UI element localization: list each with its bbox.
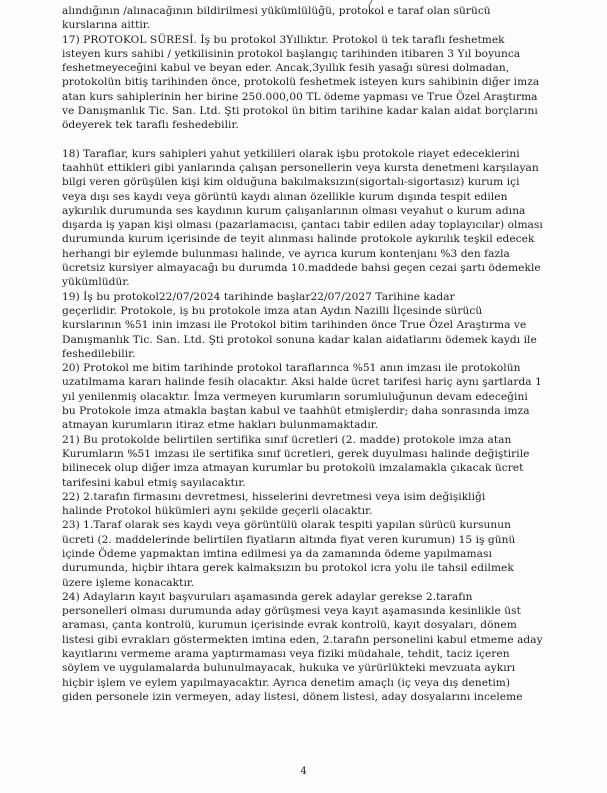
text-line: atmayan kurumların itiraz etme hakları bulunmamaktadır. <box>62 419 379 432</box>
text-line: söylem ve uygulamalarda bulunulmayacak, hukuka ve yürürlükteki mevzuata aykırı <box>62 662 516 675</box>
text-line: taahhüt ettikleri gibi yanlarında çalışan personellerin veya kursta denetmeni karşılayan <box>62 161 539 174</box>
text-line: üzere işleme konacaktır. <box>62 576 195 589</box>
text-line: tarifesini kabul etmiş sayılacaktır. <box>62 476 246 489</box>
text-line: giden personele izin vermeyen, aday listesi, dönem listesi, aday dosyalarını inceleme <box>62 690 523 703</box>
text-line: 17) PROTOKOL SÜRESİ. İş bu protokol 3Yıllıktır. Protokol ü tek taraflı feshetmek <box>62 33 505 46</box>
text-line: personelleri olması durumunda aday görüşmesi veya kayıt aşamasında kesinlikle üst <box>62 605 521 618</box>
text-line: yükümlüdür. <box>62 276 130 289</box>
text-line: veya dışı ses kaydı veya görüntü kaydı alınan özellikle kurum dışında tespit edilen <box>62 190 508 203</box>
text-line: hiçbir işlem ve eylem yapılmayacaktır. Ayrıca denetim amaçlı (iç veya dış denetim) <box>62 676 511 689</box>
text-line: uzatılmama kararı halinde fesih olacaktır. Aksi halde ücret tarifesi hariç aynı şartlarda 1 <box>62 376 542 389</box>
text-line: yıl yenilenmiş olacaktır. İmza vermeyen kurumların sorumluluğunun devam edeceğini <box>62 390 528 403</box>
text-line: atan kurs sahiplerinin her birine 250.000,00 TL ödeme yapması ve True Özel Araştırma <box>62 90 538 103</box>
text-line: 19) İş bu protokol22/07/2024 tarihinde başlar22/07/2027 Tarihine kadar <box>62 290 455 303</box>
text-line: 22) 2.tarafın firmasını devretmesi, hisselerini devretmesi veya isim değişikliği <box>62 490 486 503</box>
text-line: bilinecek olup diğer imza atmayan kurumlar bu protokolü imzalamakla çıkacak ücret <box>62 462 524 475</box>
text-line: ve Danışmanlık Tic. San. Ltd. Şti protokol ün bitim tarihine kadar kalan aidat borçlarını <box>62 105 538 118</box>
text-line: feshedilebilir. <box>62 347 136 360</box>
text-line: dışarda iş yapan kişi olması (pazarlamacısı, çantacı tabir edilen aday toplayıcılar) olması <box>62 219 543 232</box>
text-line: kurslarına aittir. <box>62 19 151 32</box>
text-line: bilgi veren görüşülen kişi kim olduğuna bakılmaksızın(sigortalı-sigortasız) kurum içi <box>62 176 520 189</box>
text-line: herhangi bir eylemde bulunması halinde, ve ayrıca kurum kontenjanı %3 den fazla <box>62 247 510 260</box>
text-line: durumunda, hiçbir ihtara gerek kalmaksızın bu protokol icra yolu ile tahsil edilmek <box>62 562 514 575</box>
text-line: içinde Ödeme yapmaktan imtina edilmesi ya da zamanında ödeme yapılmaması <box>62 547 492 560</box>
text-line: aykırılık durumunda ses kaydının kurum çalışanlarının olması veyahut o kurum adına <box>62 204 526 217</box>
text-line: Danışmanlık Tic. San. Ltd. Şti protokol sonuna kadar kalan aidatlarını ödemek kaydı ile <box>62 333 537 346</box>
text-line: protokolün bitiş tarihinden önce, protokolü feshetmek isteyen kurs sahibinin diğer imza <box>62 76 540 89</box>
text-line: durumunda kurum içerisinde de teyit alınması halinde protokole aykırılık teşkil edecek <box>62 233 535 246</box>
text-line: ücretsiz kursiyer almayacağı bu durumda 10.maddede bahsi geçen cezai şartı ödemekle <box>62 262 541 275</box>
paragraph-gap <box>62 133 574 147</box>
text-line: kayıtlarını vermeme arama yaptırmaması veya fiziki müdahale, tehdit, taciz içeren <box>62 648 510 661</box>
text-line: bu Protokole imza atmakla baştan kabul ve taahhüt etmişlerdir; daha sonrasında imza <box>62 405 530 418</box>
text-line: 20) Protokol me bitim tarihinde protokol taraflarınca %51 anın imzası ile protokolün <box>62 362 521 375</box>
text-line: feshetmeyeceğini kabul ve beyan eder. Ancak,3yıllık fesih yasağı süresi dolmadan, <box>62 62 510 75</box>
text-line: kurslarının %51 inin imzası ile Protokol bitim tarihinden önce True Özel Araştırma ve <box>62 319 527 332</box>
document-body <box>62 4 574 704</box>
text-line: araması, çanta kontrolü, kurumun içerisinde evrak kontrolü, kayıt dosyaları, dönem <box>62 619 517 632</box>
text-line: geçerlidir. Protokole, iş bu protokole imza atan Aydın Nazilli İlçesinde sürücü <box>62 304 483 317</box>
text-line: halinde Protokol hükümleri aynı şekilde geçerli olacaktır. <box>62 505 373 518</box>
text-line: ödeyerek tek taraflı feshedebilir. <box>62 119 239 132</box>
text-line: 24) Adayların kayıt başvuruları aşamasında gerek adaylar gerekse 2.tarafın <box>62 590 473 603</box>
page-number: 4 <box>300 766 307 777</box>
text-line: 23) 1.Taraf olarak ses kaydı veya görüntülü olarak tespiti yapılan sürücü kursunun <box>62 519 511 532</box>
text-line: Kurumların %51 imzası ile sertifika sınıf ücretleri, gerek duyulması halinde değiştirile <box>62 447 530 460</box>
text-line: listesi gibi evrakları göstermekten imtina eden, 2.tarafın personelini kabul etmeme aday <box>62 633 543 646</box>
text-line: isteyen kurs sahibi / yetkilisinin protokol başlangıç tarihinden itibaren 3 Yıl boyunca <box>62 47 521 60</box>
text-line: alındığının /alınacağının bildirilmesi yükümlülüğü, protokol e taraf olan sürücü <box>62 5 491 17</box>
text-line: 21) Bu protokolde belirtilen sertifika sınıf ücretleri (2. madde) protokole imza atan <box>62 433 512 446</box>
text-line: ücreti (2. maddelerinde belirtilen fiyatların altında fiyat veren kurumun) 15 iş günü <box>62 533 516 546</box>
text-line: 18) Taraflar, kurs sahipleri yahut yetkilileri olarak işbu protokole riayet edeceklerini <box>62 147 520 160</box>
